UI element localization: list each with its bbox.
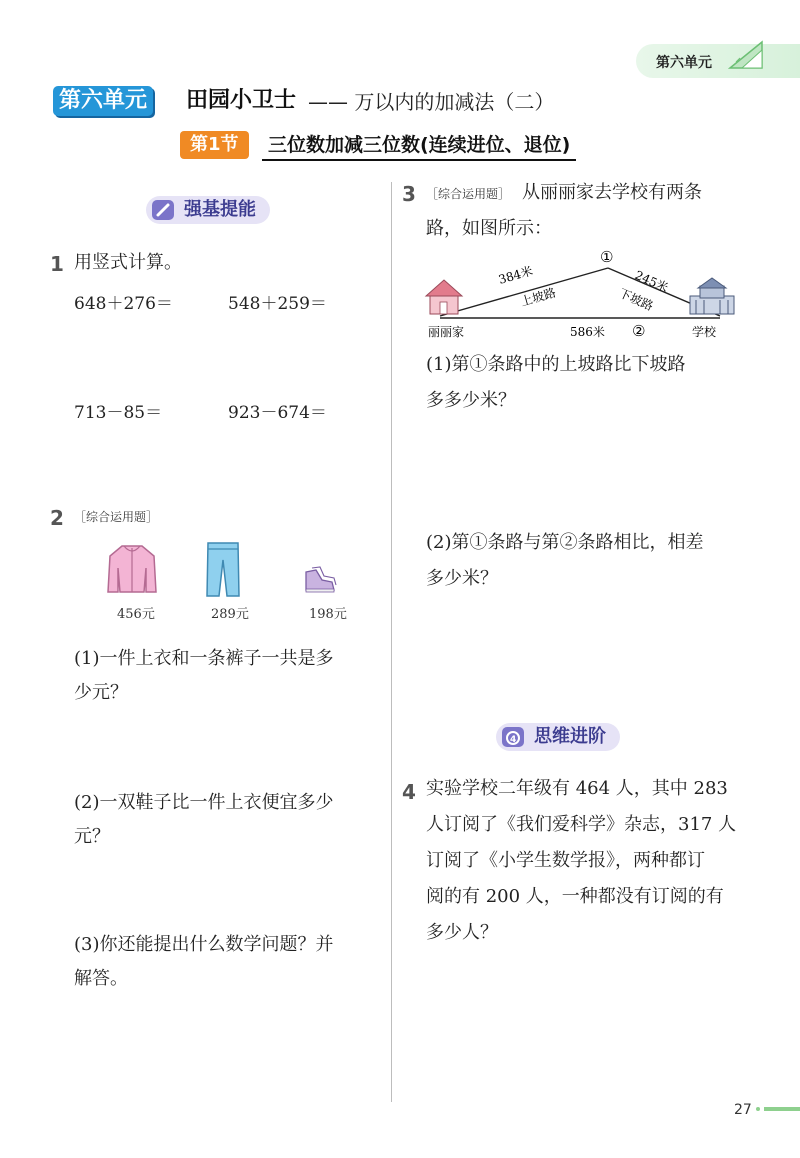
sub-question-line: (3)你还能提出什么数学问题？并: [74, 934, 334, 955]
question-text: 阅的有 200 人，一种都没有订阅的有: [426, 886, 724, 907]
flat-distance: 586米: [570, 325, 605, 339]
uphill-distance: 384米: [496, 263, 535, 287]
price-label: 456元: [117, 607, 155, 622]
school-label: 学校: [692, 325, 717, 339]
question-number: 4: [402, 780, 416, 804]
downhill-label: 下坡路: [616, 285, 656, 314]
shoes-icon: [302, 564, 338, 594]
sub-question-line: (1)第①条路中的上坡路比下坡路: [426, 354, 686, 375]
equation: 548＋259＝: [228, 294, 327, 314]
sub-question-line: (2)第①条路与第②条路相比，相差: [426, 532, 704, 553]
route-lines: [440, 268, 720, 318]
page-bar: [764, 1107, 800, 1111]
equation: 713－85＝: [74, 403, 163, 423]
sub-question-line: 多多少米？: [426, 390, 516, 411]
route-1-marker: ①: [600, 248, 614, 266]
section-pill-advanced: [496, 723, 620, 751]
question-text: 实验学校二年级有 464 人，其中 283: [426, 778, 728, 799]
column-divider: [391, 182, 392, 1102]
question-number: 1: [50, 252, 64, 276]
question-text: 从丽丽家去学校有两条: [522, 182, 702, 203]
page-number: 27: [734, 1102, 752, 1118]
section-pill-basic: [146, 196, 270, 224]
uphill-label: 上坡路: [518, 285, 558, 309]
equation: 648＋276＝: [74, 294, 173, 314]
downhill-distance: 245米: [632, 267, 671, 295]
house-icon: [426, 280, 462, 314]
question-text: 人订阅了《我们爱科学》杂志，317 人: [426, 814, 737, 835]
sub-question-line: 多少米？: [426, 568, 498, 589]
question-number: 3: [402, 182, 416, 206]
question-text: 订阅了《小学生数学报》，两种都订: [426, 850, 705, 871]
question-prompt: 用竖式计算。: [74, 252, 182, 273]
route-diagram: [420, 244, 750, 344]
section-badge: 第1节: [180, 131, 249, 159]
price-label: 289元: [211, 607, 249, 622]
svg-text:4: 4: [510, 735, 517, 745]
sub-question-line: 元？: [74, 826, 110, 847]
question-text: 多少人？: [426, 922, 498, 943]
page-subtitle: —— 万以内的加减法（二）: [308, 90, 555, 114]
sub-question-line: (2)一双鞋子比一件上衣便宜多少: [74, 792, 334, 813]
section-title: 三位数加减三位数(连续进位、退位): [262, 131, 576, 161]
jacket-icon: [106, 542, 158, 596]
page-title: 田园小卫士: [186, 88, 297, 113]
triangle-ruler-icon: [728, 40, 764, 70]
question-text: 路，如图所示：: [426, 218, 552, 239]
sub-question-line: (1)一件上衣和一条裤子一共是多: [74, 648, 334, 669]
pencil-icon: [152, 200, 174, 220]
sub-question-line: 解答。: [74, 968, 128, 989]
medal-icon: [502, 727, 524, 747]
question-number: 2: [50, 506, 64, 530]
section-pill-label: 思维进阶: [534, 726, 606, 747]
question-tag: ［综合运用题］: [426, 187, 511, 201]
unit-badge: 第六单元: [53, 86, 153, 116]
price-label: 198元: [309, 607, 347, 622]
home-label: 丽丽家: [428, 325, 465, 339]
unit-tab-label: 第六单元: [656, 55, 712, 71]
school-icon: [690, 278, 734, 314]
section-pill-label: 强基提能: [184, 199, 256, 220]
pants-icon: [204, 540, 242, 598]
question-tag: ［综合运用题］: [74, 510, 159, 524]
page-dot: [756, 1107, 760, 1111]
sub-question-line: 少元？: [74, 682, 128, 703]
equation: 923－674＝: [228, 403, 327, 423]
route-2-marker: ②: [632, 322, 646, 340]
